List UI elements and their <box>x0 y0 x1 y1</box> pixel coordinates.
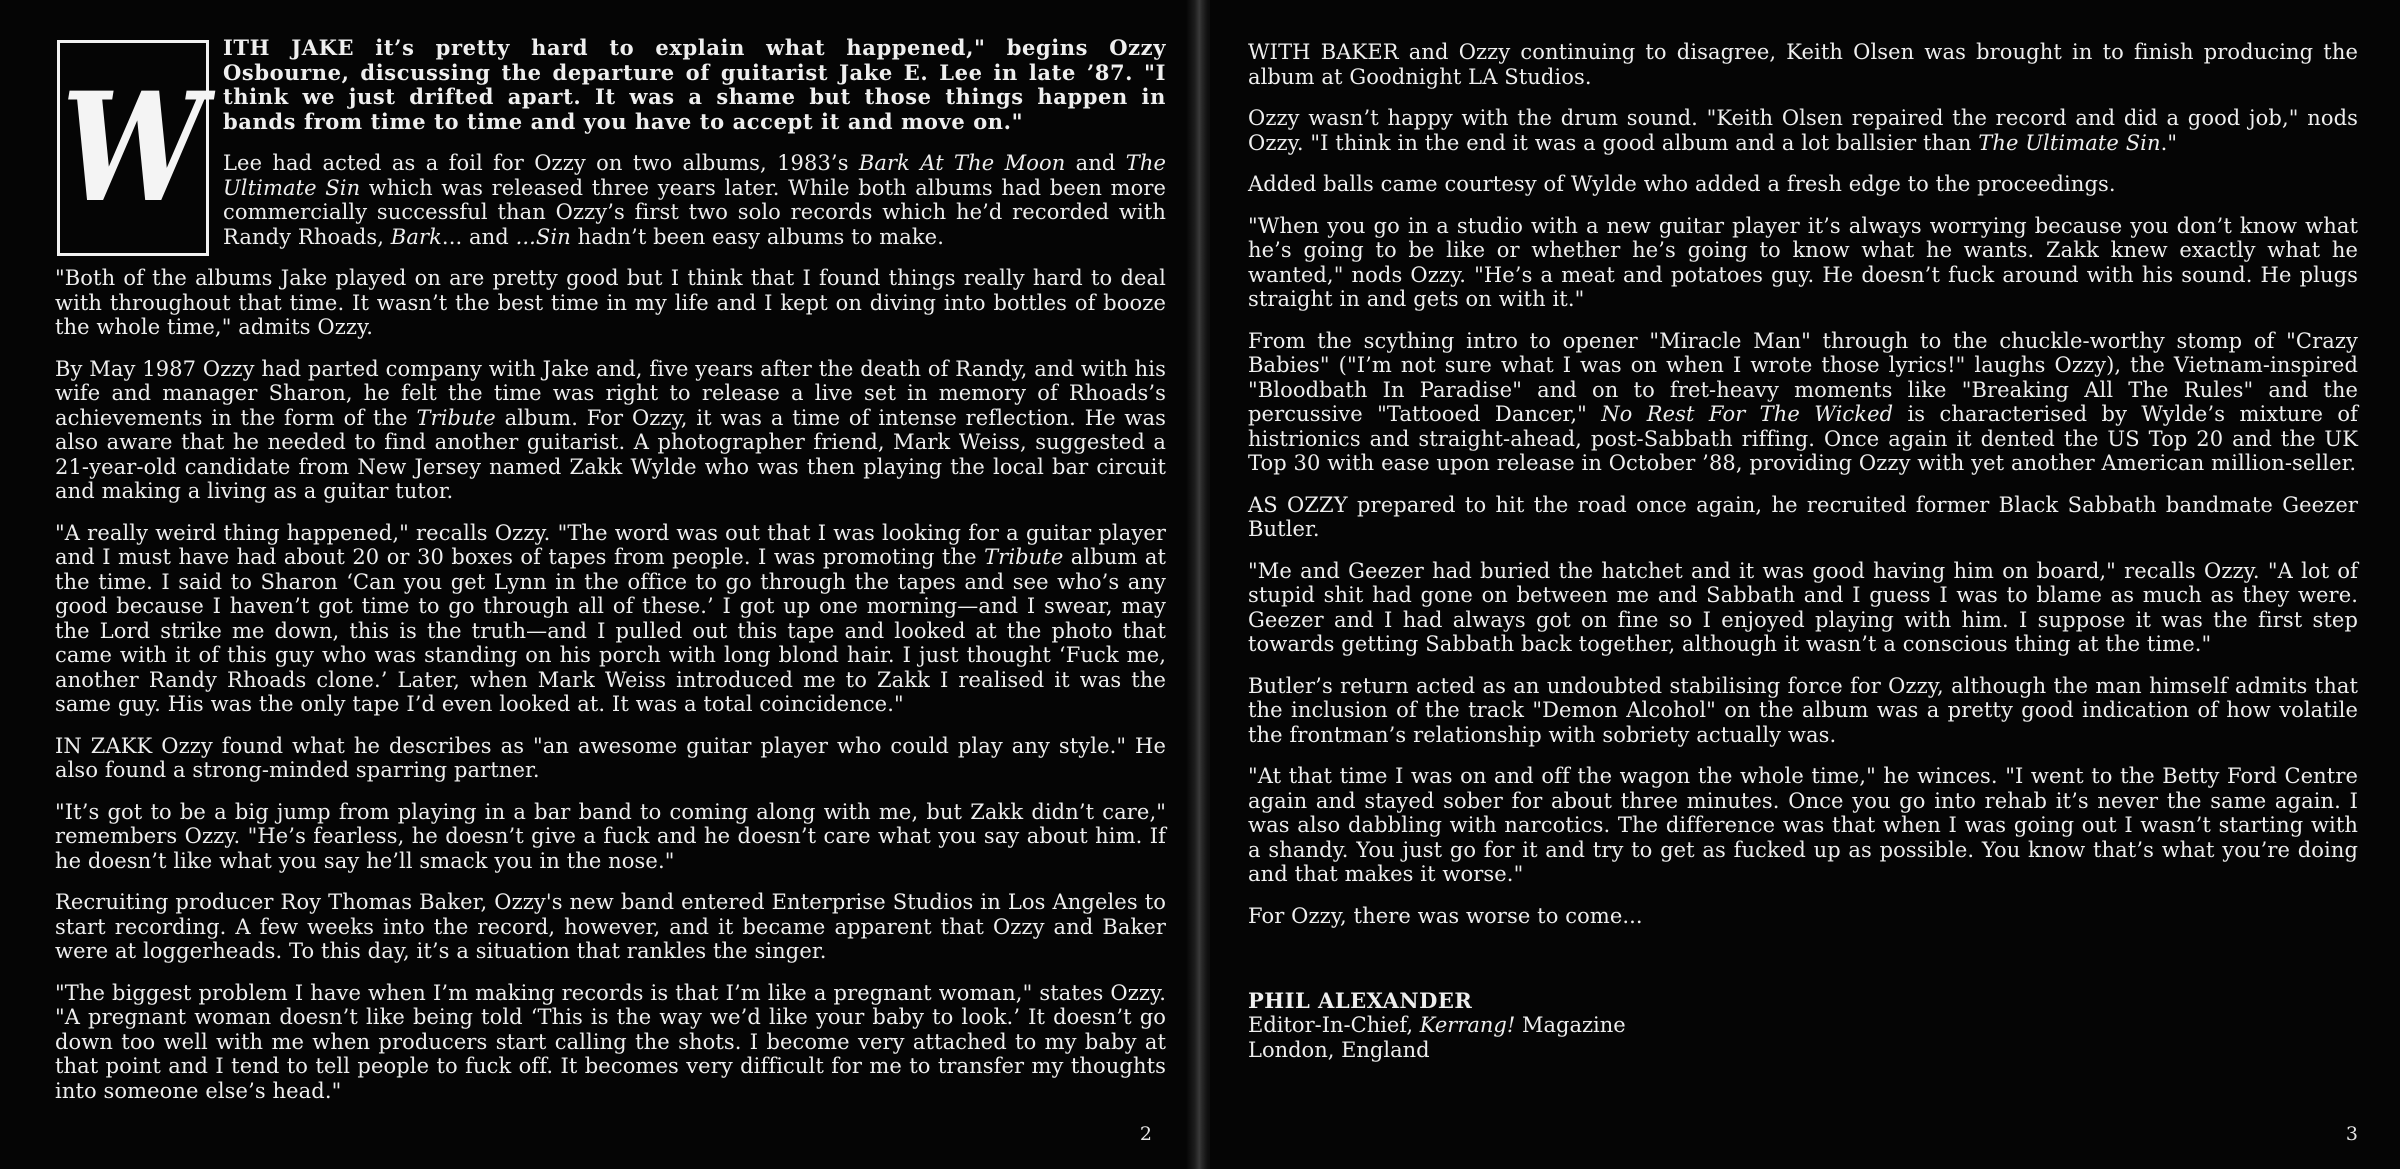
paragraph-albums: "Both of the albums Jake played on are pretty good but I think that I found things really hard to deal with throughout that time. It wasn’t the best time in my life and I kept on diving into bottles of booze the whole time," admits Ozzy. <box>55 266 1166 339</box>
text-run: and <box>1065 151 1126 175</box>
album-title: Tribute <box>984 545 1064 569</box>
author-name: PHIL ALEXANDER <box>1248 988 1473 1013</box>
page-number-right: 3 <box>2345 1123 2358 1145</box>
album-title: No Rest For The Wicked <box>1601 402 1894 426</box>
intro-text: ITH JAKE it’s pretty hard to explain what happened," begins Ozzy Osbourne, discussing the departure of guitarist Jake E. Lee in late ’87. "I think we just drifted apart. It was a shame but those things happen in bands from time to time and you have to accept it and move on." <box>223 35 1166 134</box>
author-location: London, England <box>1248 1038 1430 1062</box>
paragraph-drum-sound <box>1248 106 2358 155</box>
page-number-left: 2 <box>1139 1123 1152 1145</box>
author-signature <box>1248 988 2358 1063</box>
album-title: ...Sin <box>515 224 571 249</box>
paragraph-big-jump: "It’s got to be a big jump from playing in a bar band to coming along with me, but Zakk didn’t care," remembers Ozzy. "He’s fearless, he doesn’t give a fuck and he doesn’t care what you say about him. If he doesn’t like what you say he’ll smack you in the nose." <box>55 799 1166 873</box>
text-run: Editor-In-Chief, <box>1248 1013 1420 1037</box>
dropcap-box <box>57 40 209 256</box>
paragraph-butler-return: Butler’s return acted as an undoubted stabilising force for Ozzy, although the man himself admits that the inclusion of the track "Demon Alcohol" on the album was a pretty good indication of how volatile the frontman’s relationship with sobriety actually was. <box>1248 673 2358 747</box>
album-title: Tribute <box>416 405 496 430</box>
paragraph-as-ozzy: AS OZZY prepared to hit the road once again, he recruited former Black Sabbath bandmate Geezer Butler. <box>1248 492 2358 541</box>
paragraph-recruiting: Recruiting producer Roy Thomas Baker, Ozzy's new band entered Enterprise Studios in Los Angeles to start recording. A few weeks into the record, however, and it became apparent that Ozzy and Baker were at loggerheads. To this day, it’s a situation that rankles the singer. <box>55 890 1166 963</box>
paragraph-pregnant: "The biggest problem I have when I’m making records is that I’m like a pregnant woman," states Ozzy. "A pregnant woman doesn’t like being told ‘This is the way we’d like your baby to look.’ It doesn’t go down too well with me when producers start calling the shots. I become very attached to my baby at that point and I tend to tell people to fuck off. It becomes very difficult for me to transfer my thoughts into someone else’s head." <box>55 980 1166 1103</box>
left-page <box>0 0 1190 1169</box>
text-run: is characterised by Wylde’s mixture of histrionics and straight-ahead, post-Sabbath riffing. Once again it dented the US Top 20 and the UK Top 30 with ease upon release in October ’88, providing Ozzy with yet another American million-seller. <box>1248 402 2358 475</box>
text-run: album at the time. I said to Sharon ‘Can you get Lynn in the office to go through the tapes and see who’s any good because I haven’t got time to go through all of these.’ I got up one morning—and I swear, may the Lord strike me down, this is the truth—and I pulled out this tape and looked at the photo that came with it of this guy who was standing on his porch with long blond hair. I just thought ‘Fuck me, another Randy Rhoads clone.’ Later, when Mark Weiss introduced me to Zakk I realised it was the same guy. His was the only tape I’d even looked at. It was a total coincidence." <box>55 545 1166 716</box>
intro-paragraph <box>55 36 1166 134</box>
text-run: From the scything intro to opener "Miracle Man" through to the chuckle-worthy stomp of "Crazy Babies" ("I’m not sure what I was on when I wrote those lyrics!" laughs Ozzy), the Vietnam-inspired "Bloodbath In Paradise" and on to fret-heavy moments like "Breaking All The Rules" and the percussive "Tattooed Dancer," <box>1248 328 2358 426</box>
paragraph-scything-intro <box>1248 329 2358 476</box>
magazine-name: Kerrang! <box>1419 1013 1516 1037</box>
album-title: The Ultimate Sin <box>223 151 1166 200</box>
text-run: Magazine <box>1515 1013 1626 1037</box>
text-run: ... and <box>441 224 516 249</box>
text-run: "A really weird thing happened," recalls Ozzy. "The word was out that I was looking for a guitar player and I must have had about 20 or 30 boxes of tapes from people. I was promoting the <box>55 520 1166 569</box>
album-title: Bark <box>390 224 442 249</box>
text-run: Ozzy wasn’t happy with the drum sound. "Keith Olsen repaired the record and did a good job," nods Ozzy. "I think in the end it was a good album and a lot ballsier than <box>1248 106 2358 155</box>
text-run: which was released three years later. While both albums had been more commercially successful than Ozzy’s first two solo records which he’d recorded with Randy Rhoads, <box>223 175 1166 249</box>
text-run: album. For Ozzy, it was a time of intense reflection. He was also aware that he needed to find another guitarist. A photographer friend, Mark Weiss, suggested a 21-year-old candidate from New Jersey named Zakk Wylde who was then playing the local bar circuit and making a living as a guitar tutor. <box>55 405 1167 503</box>
text-run: ." <box>2160 130 2178 155</box>
right-page <box>1210 0 2400 1169</box>
paragraph-with-baker: WITH BAKER and Ozzy continuing to disagree, Keith Olsen was brought in to finish producing the album at Goodnight LA Studios. <box>1248 40 2358 89</box>
paragraph-in-zakk: IN ZAKK Ozzy found what he describes as "an awesome guitar player who could play any style." He also found a strong-minded sparring partner. <box>55 733 1166 782</box>
text-run: Lee had acted as a foil for Ozzy on two albums, 1983’s <box>223 151 859 175</box>
dropcap-letter: W <box>61 60 205 236</box>
album-title: The Ultimate Sin <box>1978 130 2161 155</box>
author-title <box>1248 1013 2358 1038</box>
paragraph-geezer: "Me and Geezer had buried the hatchet and it was good having him on board," recalls Ozzy. "A lot of stupid shit had gone on between me and Sabbath and I guess I was to blame as much as they were. Geezer and I had always got on fine so I enjoyed playing with him. I suppose it was the first step towards getting Sabbath back together, although it wasn’t a conscious thing at the time." <box>1248 558 2358 656</box>
album-title: Bark At The Moon <box>858 151 1066 175</box>
paragraph-added-balls: Added balls came courtesy of Wylde who added a fresh edge to the proceedings. <box>1248 172 2116 196</box>
paragraph-may-1987 <box>55 357 1166 504</box>
paragraph-studio: "When you go in a studio with a new guitar player it’s always worrying because you don’t know what he’s going to be like or whether he’s going to know what he wants. Zakk knew exactly what he wanted," nods Ozzy. "He’s a meat and potatoes guy. He doesn’t fuck around with his sound. He plugs straight in and gets on with it." <box>1248 213 2358 311</box>
text-run: By May 1987 Ozzy had parted company with Jake and, five years after the death of Randy, and with his wife and manager Sharon, he felt the time was right to release a live set in memory of Rhoads’s achievements in the form of the <box>55 356 1166 430</box>
paragraph-worse-to-come: For Ozzy, there was worse to come... <box>1248 903 1643 928</box>
paragraph-wagon: "At that time I was on and off the wagon the whole time," he winces. "I went to the Betty Ford Centre again and stayed sober for about three minutes. Once you go into rehab it’s never the same again. I was also dabbling with narcotics. The difference was that when I was going out I wasn’t starting with a shandy. You just go for it and try to get as fucked up as possible. You know that’s what you’re doing and that makes it worse." <box>1248 764 2358 886</box>
paragraph-weird-thing <box>55 521 1166 717</box>
text-run: hadn’t been easy albums to make. <box>570 224 944 249</box>
paragraph-lee <box>55 151 1166 249</box>
